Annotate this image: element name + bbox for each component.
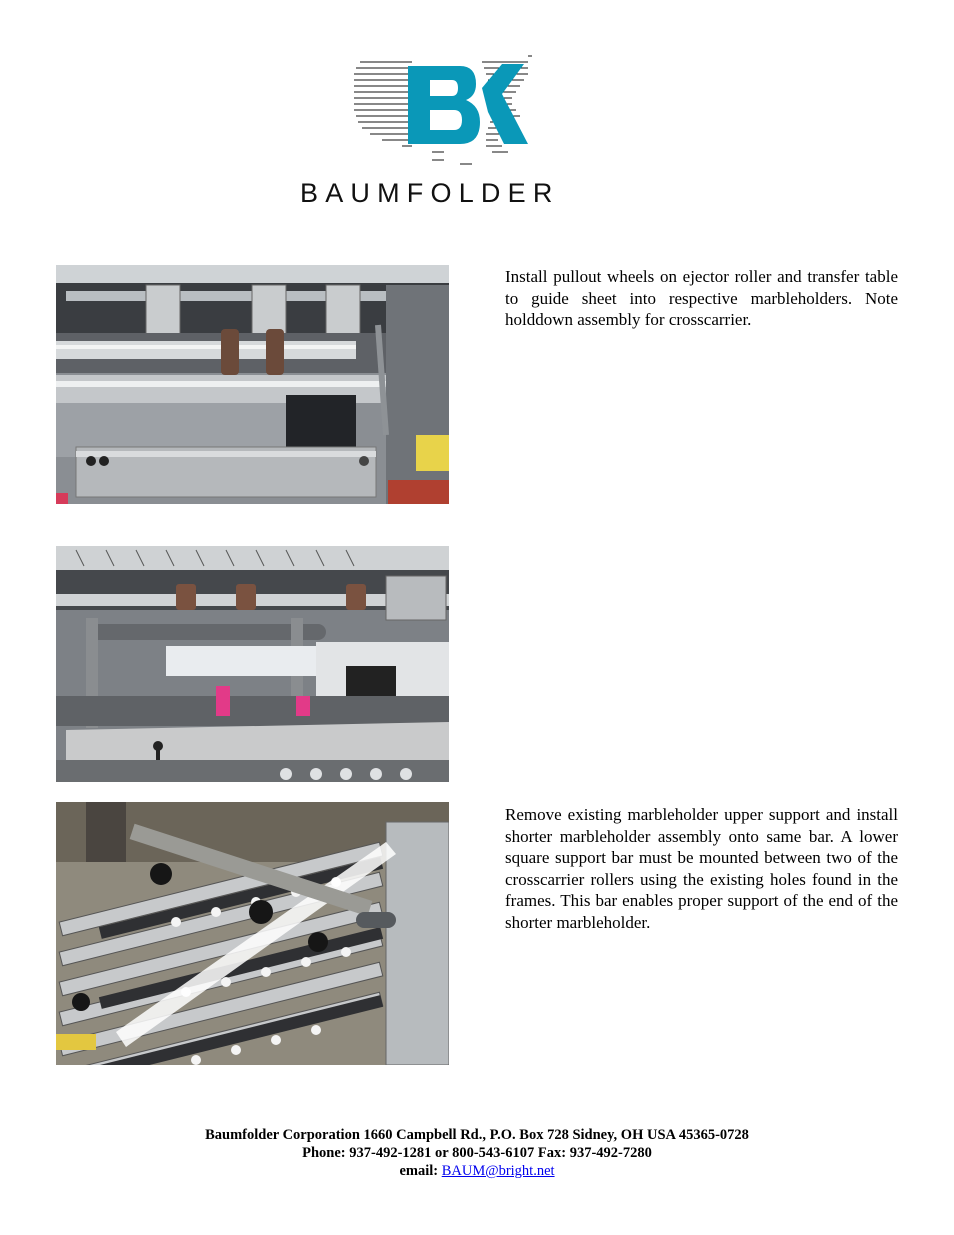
transfer-table-holddown-photo — [56, 546, 449, 782]
footer-phone: Phone: 937-492-1281 or 800-543-6107 Fax: 937-492-7280 — [302, 1145, 652, 1161]
pullout-wheels-ejector-roller-photo — [56, 265, 449, 504]
section-caption: Remove existing marbleholder upper support and install shorter marbleholder assembly onto same bar. A lower square support bar must be mounted between two of the crosscarrier rollers using the existing holes found in the frames. This bar enables proper support of the end of the shorter marbleholder. — [505, 805, 898, 932]
section-caption: Install pullout wheels on ejector roller and transfer table to guide sheet into respective marbleholders. Note holddown assembly for crosscarrier. — [505, 267, 898, 329]
brand-name: BAUMFOLDER — [300, 178, 560, 208]
footer-email-line — [0, 1162, 954, 1180]
baumfolder-bk-logo-icon — [352, 52, 542, 167]
footer-email-label: email: — [399, 1163, 439, 1179]
footer-address: Baumfolder Corporation 1660 Campbell Rd., P.O. Box 728 Sidney, OH USA 45365-0728 — [205, 1127, 749, 1143]
crosscarrier-marbleholder-photo — [56, 802, 449, 1065]
footer-email-link[interactable]: BAUM@bright.net — [441, 1163, 555, 1179]
